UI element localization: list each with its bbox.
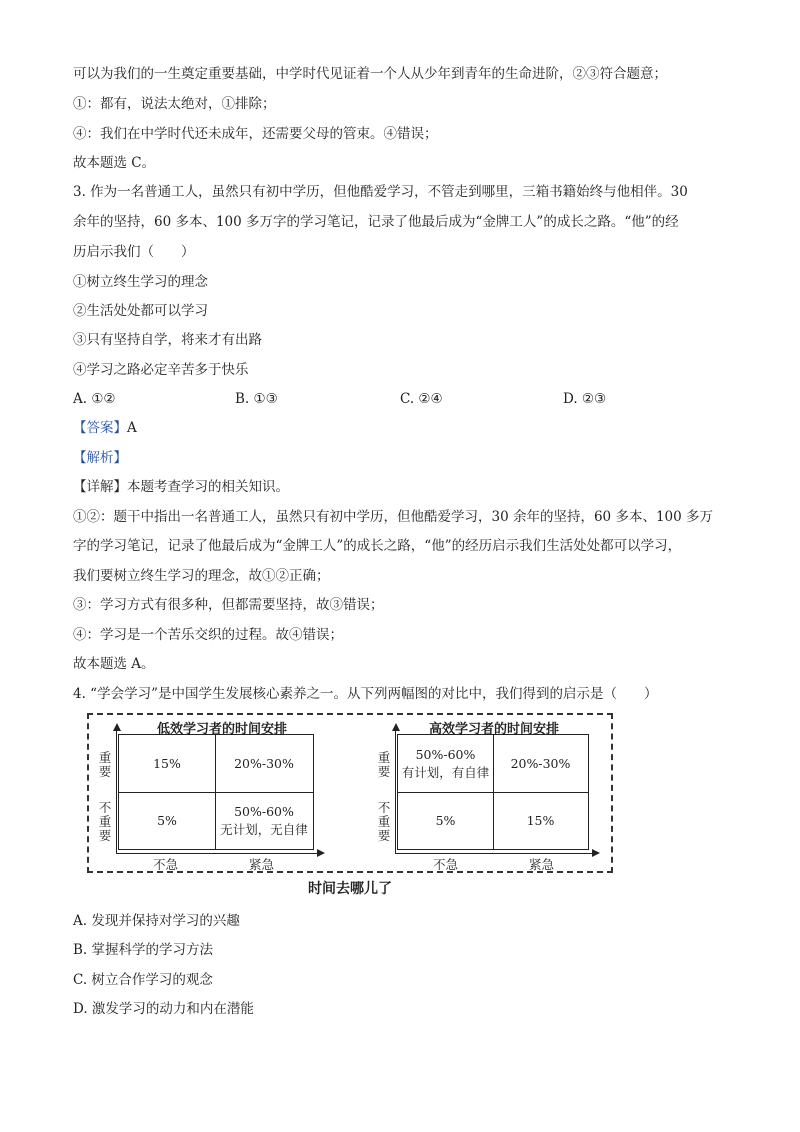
answer-value: A (127, 420, 137, 436)
answer-tag: 【答案】 (73, 420, 127, 436)
explanation-line: ①：都有，说法太绝对，①排除； (73, 96, 276, 112)
right-label-not-urgent: 不急 (433, 857, 459, 872)
left-y-arrow (113, 723, 121, 731)
right-x-axis (395, 853, 593, 854)
right-label-unimportant: 不重要 (377, 800, 391, 843)
answer-line (73, 418, 733, 438)
choice-c: C. ②④ (400, 391, 443, 407)
right-y-axis (395, 729, 396, 853)
right-label-important: 重要 (377, 750, 391, 779)
right-cell-important-urgent: 20%-30% (510, 755, 571, 771)
statement-item: ①树立终生学习的理念 (73, 274, 208, 290)
figure-caption: 时间去哪儿了 (308, 881, 392, 897)
statement-item: ④学习之路必定辛苦多于快乐 (73, 362, 249, 378)
time-allocation-figure (87, 713, 613, 873)
statement-item: ③只有坚持自学，将来才有出路 (73, 332, 262, 348)
left-label-urgent: 紧急 (249, 857, 275, 872)
choice-a: A. ①② (73, 391, 116, 407)
left-panel-title: 低效学习者的时间安排 (157, 722, 288, 737)
option-d: D. 激发学习的动力和内在潜能 (73, 1001, 254, 1017)
right-grid (397, 734, 589, 850)
detail-line (73, 477, 733, 497)
explanation-line: 故本题选 A。 (73, 656, 155, 672)
left-grid (118, 734, 314, 850)
right-label-urgent: 紧急 (529, 857, 555, 872)
left-cell-important-urgent: 20%-30% (234, 755, 294, 771)
detail-text: 本题考查学习的相关知识。 (127, 479, 289, 495)
explanation-line: 故本题选 C。 (73, 155, 156, 171)
question-4-stem: 4. “学会学习”是中国学生发展核心素养之一。从下列两幅图的对比中，我们得到的启示是（ ） (73, 686, 658, 702)
left-x-arrow (317, 849, 325, 857)
question-3-stem: 余年的坚持，60 多本、100 多万字的学习笔记，记录了他最后成为“金牌工人”的成长之路。“他”的经 (73, 214, 679, 230)
explanation-line: ④：学习是一个苦乐交织的过程。故④错误； (73, 627, 343, 643)
left-cell-unimportant-not-urgent: 5% (157, 812, 177, 828)
explanation-line: ④：我们在中学时代还未成年，还需要父母的管束。④错误； (73, 126, 438, 142)
question-3-stem: 历启示我们（ ） (73, 244, 195, 260)
explanation-line: 字的学习笔记，记录了他最后成为“金牌工人”的成长之路，“他”的经历启示我们生活处处都可以学习， (73, 538, 682, 554)
left-cell-important-not-urgent: 15% (153, 755, 181, 771)
left-cell-unimportant-urgent (216, 793, 312, 848)
statement-item: ②生活处处都可以学习 (73, 303, 208, 319)
explanation-line: ①②：题干中指出一名普通工人，虽然只有初中学历，但他酷爱学习，30 余年的坚持，60 多本、100 多万 (73, 509, 713, 525)
explanation-line: ③：学习方式有很多种，但都需要坚持，故③错误； (73, 597, 384, 613)
choice-b: B. ①③ (235, 391, 278, 407)
right-cell-important-not-urgent (398, 735, 493, 792)
analysis-line (73, 448, 733, 468)
left-label-not-urgent: 不急 (153, 857, 179, 872)
analysis-tag: 【解析】 (73, 450, 127, 466)
cell-line: 50%-60% (234, 803, 294, 819)
right-x-arrow (592, 849, 600, 857)
left-label-important: 重要 (98, 750, 112, 779)
right-panel-title: 高效学习者的时间安排 (429, 722, 560, 737)
detail-tag: 【详解】 (73, 479, 127, 495)
explanation-line: 可以为我们的一生奠定重要基础，中学时代见证着一个人从少年到青年的生命进阶，②③符合题意； (73, 66, 667, 82)
right-cell-unimportant-not-urgent: 5% (435, 812, 456, 828)
question-3-stem: 3. 作为一名普通工人，虽然只有初中学历，但他酷爱学习，不管走到哪里，三箱书籍始终与他相伴。30 (73, 184, 688, 200)
left-x-axis (116, 853, 318, 854)
right-cell-unimportant-urgent: 15% (526, 812, 555, 828)
choice-d: D. ②③ (563, 391, 607, 407)
option-a: A. 发现并保持对学习的兴趣 (73, 913, 240, 929)
option-c: C. 树立合作学习的观念 (73, 972, 213, 988)
left-label-unimportant: 不重要 (98, 800, 112, 843)
left-y-axis (116, 729, 117, 853)
explanation-line: 我们要树立终生学习的理念，故①②正确； (73, 568, 330, 584)
option-b: B. 掌握科学的学习方法 (73, 942, 214, 958)
cell-line: 50%-60% (415, 746, 476, 762)
cell-line: 有计划，有自律 (401, 764, 490, 780)
cell-line: 无计划，无自律 (220, 821, 308, 837)
right-y-arrow (392, 723, 400, 731)
